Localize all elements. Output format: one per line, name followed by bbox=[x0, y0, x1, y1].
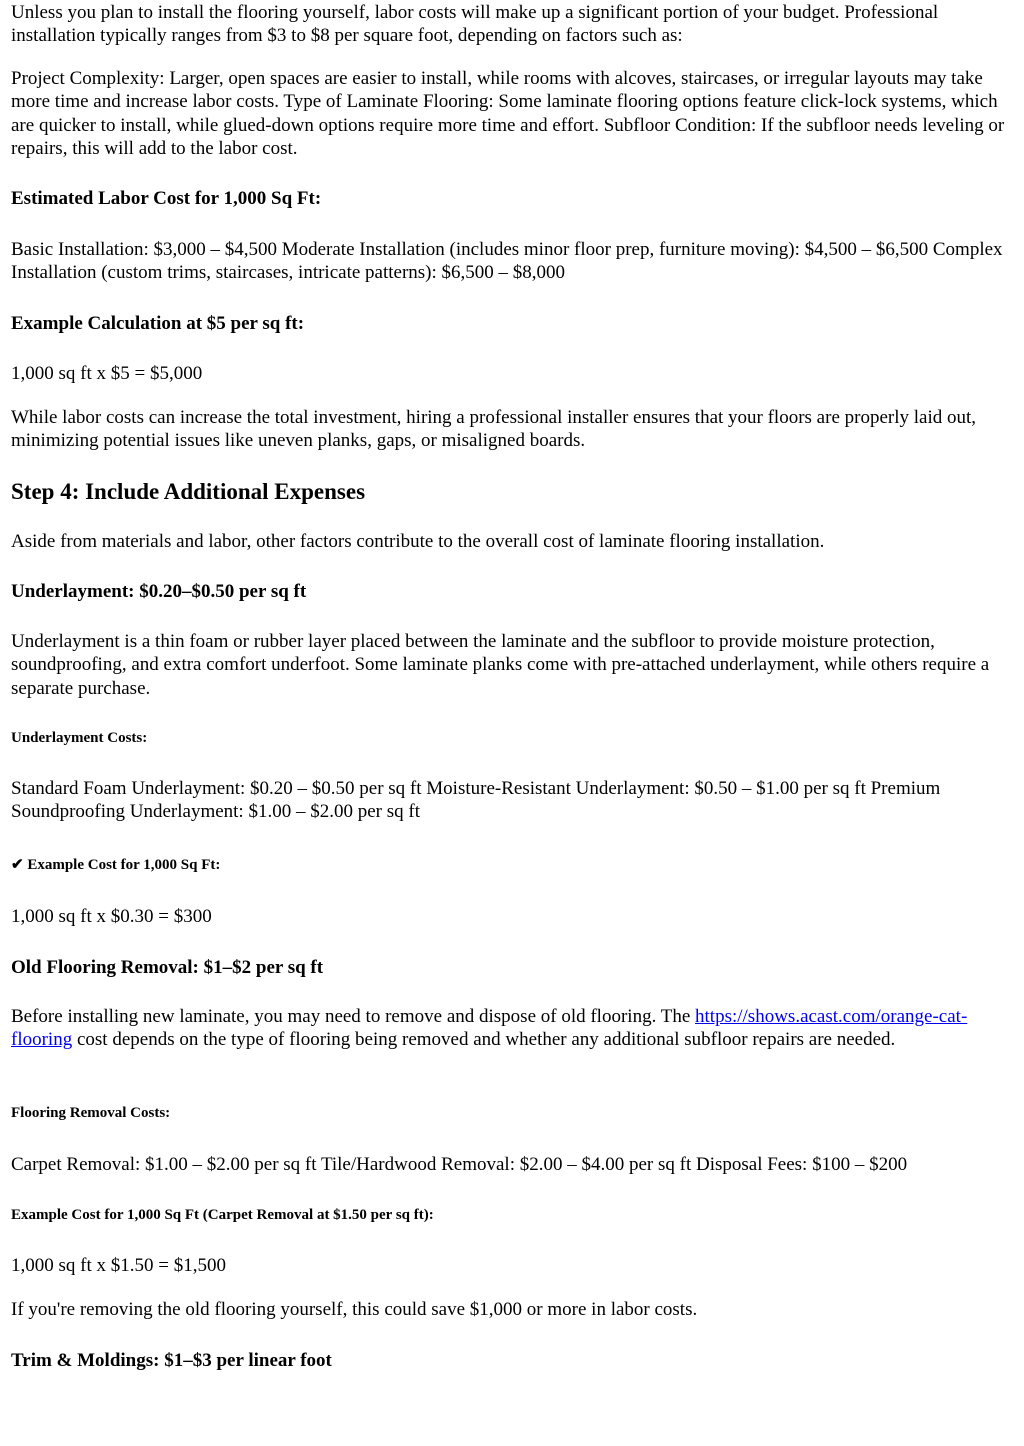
labor-example-heading: Example Calculation at $5 per sq ft: bbox=[11, 313, 305, 334]
removal-costs-paragraph: Carpet Removal: $1.00 – $2.00 per sq ft Tile/Hardwood Removal: $2.00 – $4.00 per sq ft Disposal Fees: $100 – $200 bbox=[11, 1154, 908, 1175]
removal-heading: Old Flooring Removal: $1–$2 per sq ft bbox=[11, 957, 324, 978]
removal-costs-heading: Flooring Removal Costs: bbox=[11, 1105, 171, 1121]
labor-example-calculation: 1,000 sq ft x $5 = $5,000 bbox=[11, 363, 203, 384]
removal-example-calculation: 1,000 sq ft x $1.50 = $1,500 bbox=[11, 1255, 226, 1276]
labor-closing-paragraph: While labor costs can increase the total investment, hiring a professional installer ensures that your floors are properly laid out, minimizing potential issues like uneven planks, gaps, or misaligned boards. bbox=[11, 407, 977, 452]
step4-heading: Step 4: Include Additional Expenses bbox=[11, 479, 366, 504]
underlayment-heading: Underlayment: $0.20–$0.50 per sq ft bbox=[11, 581, 307, 602]
removal-savings-note: If you're removing the old flooring yourself, this could save $1,000 or more in labor costs. bbox=[11, 1299, 698, 1320]
step4-intro-paragraph: Aside from materials and labor, other factors contribute to the overall cost of laminate flooring installation. bbox=[11, 531, 825, 552]
removal-description-before: Before installing new laminate, you may need to remove and dispose of old flooring. The bbox=[11, 1006, 696, 1027]
underlayment-costs-paragraph: Standard Foam Underlayment: $0.20 – $0.50 per sq ft Moisture-Resistant Underlayment: $0.50 – $1.00 per sq ft Premium Soundproofing Underlayment: $1.00 – $2.00 per sq ft bbox=[11, 778, 941, 823]
trim-heading: Trim & Moldings: $1–$3 per linear foot bbox=[11, 1350, 332, 1371]
underlayment-description: Underlayment is a thin foam or rubber layer placed between the laminate and the subfloor to provide moisture protection, soundproofing, and extra comfort underfoot. Some laminate planks come with pre-attached underlayment, while others require a separate purchase. bbox=[11, 631, 990, 699]
removal-description bbox=[11, 1005, 1017, 1052]
intro-paragraph: Unless you plan to install the flooring yourself, labor costs will make up a significant portion of your budget. Professional installation typically ranges from $3 to $8 per square foot, depending on factors such as: bbox=[11, 2, 939, 47]
labor-tiers-paragraph: Basic Installation: $3,000 – $4,500 Moderate Installation (includes minor floor prep, furniture moving): $4,500 – $6,500 Complex Installation (custom trims, staircases, intricate patterns): $6,500 – $8,000 bbox=[11, 239, 1003, 284]
underlayment-costs-heading: Underlayment Costs: bbox=[11, 730, 148, 746]
removal-example-heading: Example Cost for 1,000 Sq Ft (Carpet Removal at $1.50 per sq ft): bbox=[11, 1207, 434, 1223]
underlayment-example-heading: ✔ Example Cost for 1,000 Sq Ft: bbox=[11, 857, 221, 873]
labor-factors-paragraph: Project Complexity: Larger, open spaces are easier to install, while rooms with alcoves, staircases, or irregular layouts may take more time and increase labor costs. Type of Laminate Flooring: Some laminate flooring options feature click-lock systems, which are quicker to install, while glued-down options require more time and effort. Subfloor Condition: If the subfloor needs leveling or repairs, this will add to the labor cost. bbox=[11, 68, 1005, 159]
labor-cost-heading: Estimated Labor Cost for 1,000 Sq Ft: bbox=[11, 188, 322, 209]
orange-cat-flooring-link[interactable]: https://shows.acast.com/orange-cat-flooring bbox=[11, 1006, 968, 1051]
underlayment-example-calculation: 1,000 sq ft x $0.30 = $300 bbox=[11, 906, 212, 927]
removal-description-after: cost depends on the type of flooring being removed and whether any additional subfloor repairs are needed. bbox=[72, 1029, 896, 1051]
